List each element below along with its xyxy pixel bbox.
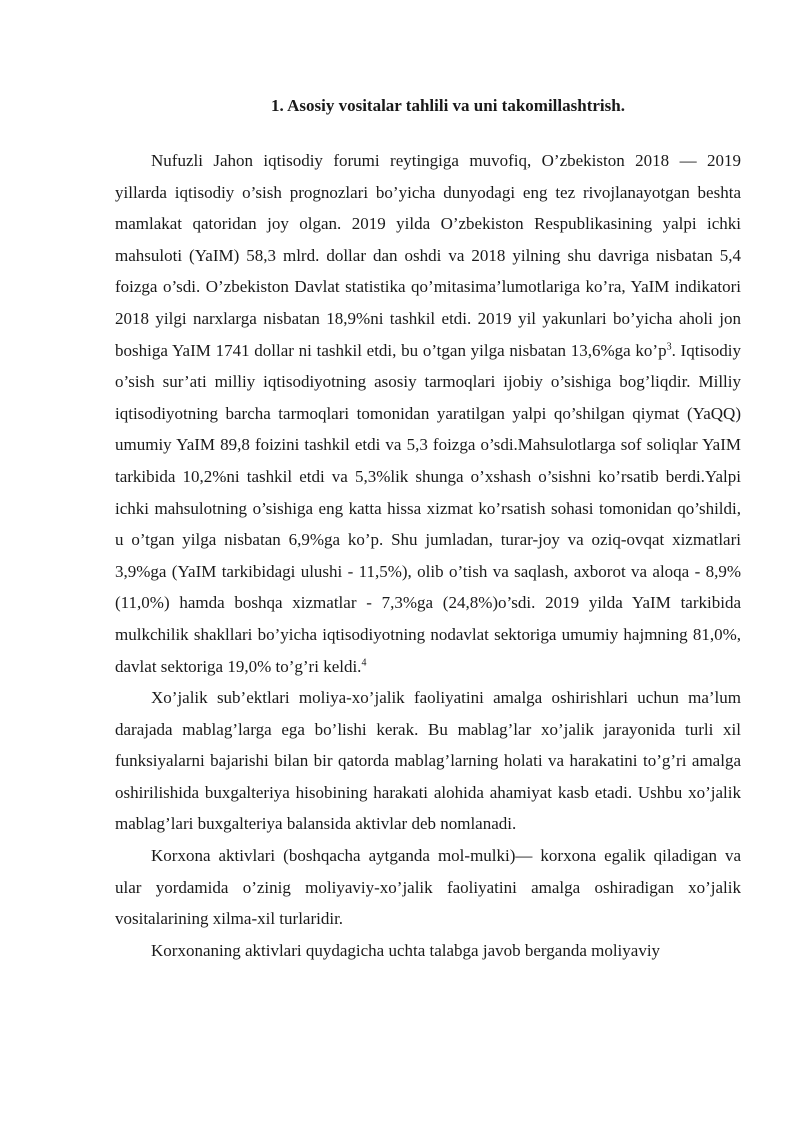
paragraph-enterprise-assets: Korxona aktivlari (boshqacha aytganda mol-mulki)— korxona egalik qiladigan va ular yordamida o’zinig moliyaviy-xo’jalik faoliyatini amalga oshiradigan xo’jalik vositalarining xilma-xil turlaridir. — [115, 846, 741, 929]
paragraph-text: . Iqtisodiy o’sish sur’ati milliy iqtisodiyotning asosiy tarmoqlari ijobiy o’sishiga bog’liqdir. Milliy iqtisodiyotning barcha tarmoqlari tomonidan yaratilgan yalpi qo’shilgan qiymat (YaQQ) umumiy YaIM 89,8 foizini tashkil etdi va 5,3 foizga o’sdi.Mahsulotlarga sof soliqlar YaIM tarkibida 10,2%ni tashkil etdi va 5,3%lik shunga o’xshash o’sishni ko’rsatib berdi.Yalpi ichki mahsulotning o’sishiga eng katta hissa xizmat ko’rsatish sohasi tomonidan qo’shildi, u o’tgan yilga nisbatan 6,9%ga ko’p. Shu jumladan, turar-joy va oziq-ovqat xizmatlari 3,9%ga (YaIM tarkibidagi ulushi - 11,5%), olib o’tish va saqlash, axborot va aloqa - 8,9% (11,0%) hamda boshqa xizmatlar - 7,3%ga (24,8%)o’sdi. 2019 yilda YaIM tarkibida mulkchilik shakllari bo’yicha iqtisodiyotning nodavlat sektoriga umumiy hajmning 81,0%, davlat sektoriga 19,0% to’g’ri keldi. — [115, 340, 742, 676]
body-text — [115, 145, 741, 966]
paragraph-gdp-overview — [115, 145, 741, 682]
footnote-marker[interactable]: 3 — [666, 340, 672, 352]
footnote-marker[interactable]: 4 — [361, 656, 367, 668]
paragraph-text: Nufuzli Jahon iqtisodiy forumi reytingiga muvofiq, O’zbekiston 2018 — 2019 yillarda iqtisodiy o’sish prognozlari bo’yicha dunyodagi eng tez rivojlanayotgan beshta mamlakat qatoridan joy olgan. 2019 yilda O’zbekiston Respublikasining yalpi ichki mahsuloti (YaIM) 58,3 mlrd. dollar dan oshdi va 2018 yilning shu davriga nisbatan 5,4 foizga o’sdi. O’zbekiston Davlat statistika qo’mitasima’lumotlariga ko’ra, YaIM indikatori 2018 yilgi narxlarga nisbatan 18,9%ni tashkil etdi. 2019 yil yakunlari bo’yicha aholi jon boshiga YaIM 1741 dollar ni tashkil etdi, bu o’tgan yilga nisbatan 13,6%ga ko’p — [115, 151, 741, 360]
section-heading: 1. Asosiy vositalar tahlili va uni takomillashtrish. — [271, 96, 625, 115]
paragraph-economic-entities: Xo’jalik sub’ektlari moliya-xo’jalik faoliyatini amalga oshirishlari uchun ma’lum darajada mablag’larga ega bo’lishi kerak. Bu mablag’lar xo’jalik jarayonida turli xil funksiyalarni bajarishi bilan bir qatorda mablag’larning holati va harakatini to’g’ri amalga oshirilishida buxgalteriya hisobining harakati alohida ahamiyat kasb etadi. Ushbu xo’jalik mablag’lari buxgalteriya balansida aktivlar deb nomlanadi. — [115, 688, 741, 834]
paragraph-asset-requirements: Korxonaning aktivlari quydagicha uchta talabga javob berganda moliyaviy — [151, 940, 661, 960]
